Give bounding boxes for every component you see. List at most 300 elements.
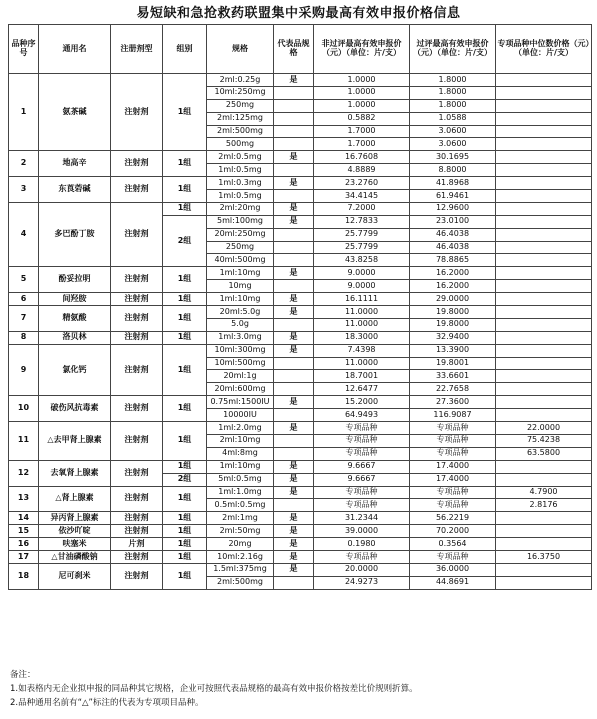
header-no: 品种序号	[9, 25, 39, 74]
header-special-median: 专项品种中位数价格（元）（单位：片/支）	[496, 25, 592, 74]
cell-pass-price: 19.8000	[410, 318, 496, 331]
cell-form: 片剂	[111, 538, 163, 551]
cell-nonpass-price: 0.5882	[314, 112, 410, 125]
cell-special-median	[496, 525, 592, 538]
cell-nonpass-price: 9.6667	[314, 460, 410, 473]
table-row	[9, 344, 592, 357]
cell-special-median	[496, 563, 592, 576]
cell-spec: 20mg	[207, 538, 274, 551]
cell-pass-price: 36.0000	[410, 563, 496, 576]
cell-pass-price: 8.8000	[410, 164, 496, 177]
cell-spec: 1ml:0.5mg	[207, 164, 274, 177]
cell-spec: 10ml:250mg	[207, 86, 274, 99]
cell-name: 精氨酸	[39, 306, 111, 332]
cell-no: 8	[9, 331, 39, 344]
cell-rep: 是	[274, 422, 314, 435]
cell-nonpass-price: 9.0000	[314, 280, 410, 293]
cell-no: 6	[9, 293, 39, 306]
cell-group: 1组	[163, 486, 207, 512]
cell-rep	[274, 99, 314, 112]
cell-spec: 20ml:600mg	[207, 383, 274, 396]
cell-group: 1组	[163, 396, 207, 422]
cell-nonpass-price: 43.8258	[314, 254, 410, 267]
cell-spec: 2ml:50mg	[207, 525, 274, 538]
cell-rep: 是	[274, 473, 314, 486]
cell-nonpass-price: 18.7001	[314, 370, 410, 383]
cell-name: 氨茶碱	[39, 74, 111, 151]
cell-no: 14	[9, 512, 39, 525]
cell-special-median	[496, 409, 592, 422]
cell-spec: 1ml:10mg	[207, 267, 274, 280]
table-row	[9, 422, 592, 435]
cell-pass-price: 1.8000	[410, 86, 496, 99]
cell-spec: 10ml:2.16g	[207, 550, 274, 563]
cell-spec: 20ml:5.0g	[207, 306, 274, 319]
cell-special-median	[496, 151, 592, 164]
cell-spec: 1ml:0.3mg	[207, 177, 274, 190]
cell-special-median	[496, 190, 592, 203]
cell-special-median	[496, 383, 592, 396]
cell-group: 1组	[163, 460, 207, 473]
cell-no: 12	[9, 460, 39, 486]
cell-special-median	[496, 344, 592, 357]
cell-rep: 是	[274, 177, 314, 190]
cell-pass-price: 41.8968	[410, 177, 496, 190]
cell-name: 呋塞米	[39, 538, 111, 551]
cell-rep: 是	[274, 215, 314, 228]
cell-pass-price: 专项品种	[410, 550, 496, 563]
cell-rep	[274, 357, 314, 370]
cell-special-median	[496, 357, 592, 370]
notes	[10, 668, 418, 710]
cell-nonpass-price: 11.0000	[314, 318, 410, 331]
cell-nonpass-price: 9.0000	[314, 267, 410, 280]
cell-nonpass-price: 1.0000	[314, 74, 410, 87]
cell-spec: 1ml:1.0mg	[207, 486, 274, 499]
cell-form: 注射剂	[111, 460, 163, 486]
cell-spec: 10ml:500mg	[207, 357, 274, 370]
cell-no: 1	[9, 74, 39, 151]
cell-special-median	[496, 74, 592, 87]
cell-special-median: 22.0000	[496, 422, 592, 435]
cell-special-median	[496, 215, 592, 228]
cell-group: 1组	[163, 306, 207, 332]
cell-group: 2组	[163, 215, 207, 267]
cell-name: △肾上腺素	[39, 486, 111, 512]
cell-rep: 是	[274, 396, 314, 409]
price-table	[8, 24, 592, 590]
cell-rep	[274, 125, 314, 138]
cell-special-median	[496, 293, 592, 306]
cell-spec: 10mg	[207, 280, 274, 293]
cell-spec: 2ml:10mg	[207, 434, 274, 447]
cell-pass-price: 46.4038	[410, 228, 496, 241]
cell-form: 注射剂	[111, 293, 163, 306]
cell-nonpass-price: 34.4145	[314, 190, 410, 203]
notes-heading: 备注：	[10, 670, 36, 680]
cell-spec: 20ml:1g	[207, 370, 274, 383]
cell-spec: 1ml:3.0mg	[207, 331, 274, 344]
cell-spec: 250mg	[207, 241, 274, 254]
cell-pass-price: 30.1695	[410, 151, 496, 164]
cell-nonpass-price: 15.2000	[314, 396, 410, 409]
cell-rep: 是	[274, 512, 314, 525]
cell-group: 1组	[163, 422, 207, 461]
cell-nonpass-price: 1.7000	[314, 138, 410, 151]
cell-nonpass-price: 25.7799	[314, 228, 410, 241]
cell-pass-price: 23.0100	[410, 215, 496, 228]
cell-pass-price: 专项品种	[410, 434, 496, 447]
cell-no: 13	[9, 486, 39, 512]
cell-special-median	[496, 538, 592, 551]
cell-nonpass-price: 25.7799	[314, 241, 410, 254]
cell-special-median	[496, 125, 592, 138]
cell-spec: 5ml:0.5mg	[207, 473, 274, 486]
table-row	[9, 177, 592, 190]
cell-pass-price: 专项品种	[410, 486, 496, 499]
cell-nonpass-price: 1.0000	[314, 86, 410, 99]
cell-name: 破伤风抗毒素	[39, 396, 111, 422]
table-row	[9, 512, 592, 525]
cell-special-median	[496, 331, 592, 344]
cell-special-median	[496, 228, 592, 241]
cell-nonpass-price: 7.4398	[314, 344, 410, 357]
cell-rep: 是	[274, 151, 314, 164]
cell-pass-price: 1.8000	[410, 99, 496, 112]
cell-no: 7	[9, 306, 39, 332]
cell-rep	[274, 434, 314, 447]
cell-special-median	[496, 473, 592, 486]
cell-pass-price: 17.4000	[410, 473, 496, 486]
cell-pass-price: 16.2000	[410, 267, 496, 280]
cell-pass-price: 专项品种	[410, 499, 496, 512]
cell-rep	[274, 86, 314, 99]
cell-pass-price: 27.3600	[410, 396, 496, 409]
cell-spec: 250mg	[207, 99, 274, 112]
cell-rep	[274, 499, 314, 512]
cell-group: 2组	[163, 473, 207, 486]
cell-no: 11	[9, 422, 39, 461]
cell-spec: 2ml:500mg	[207, 576, 274, 589]
cell-group: 1组	[163, 538, 207, 551]
cell-form: 注射剂	[111, 525, 163, 538]
cell-spec: 4ml:8mg	[207, 447, 274, 460]
table-row	[9, 486, 592, 499]
cell-pass-price: 61.9461	[410, 190, 496, 203]
cell-group: 1组	[163, 74, 207, 151]
cell-nonpass-price: 专项品种	[314, 499, 410, 512]
cell-name: 异丙肾上腺素	[39, 512, 111, 525]
cell-rep: 是	[274, 550, 314, 563]
cell-spec: 1ml:0.5mg	[207, 190, 274, 203]
cell-name: 间羟胺	[39, 293, 111, 306]
page-title: 易短缺和急抢救药联盟集中采购最高有效申报价格信息	[136, 6, 461, 21]
header-group: 组别	[163, 25, 207, 74]
cell-rep	[274, 254, 314, 267]
cell-name: 氯化钙	[39, 344, 111, 396]
cell-pass-price: 22.7658	[410, 383, 496, 396]
cell-pass-price: 56.2219	[410, 512, 496, 525]
header-spec: 规格	[207, 25, 274, 74]
cell-no: 10	[9, 396, 39, 422]
table-row	[9, 74, 592, 87]
cell-spec: 2ml:500mg	[207, 125, 274, 138]
cell-special-median	[496, 138, 592, 151]
cell-no: 5	[9, 267, 39, 293]
cell-special-median: 63.5800	[496, 447, 592, 460]
cell-spec: 2ml:125mg	[207, 112, 274, 125]
cell-pass-price: 19.8000	[410, 306, 496, 319]
cell-rep: 是	[274, 293, 314, 306]
cell-name: △甘油磷酸钠	[39, 550, 111, 563]
cell-nonpass-price: 64.9493	[314, 409, 410, 422]
cell-nonpass-price: 9.6667	[314, 473, 410, 486]
cell-pass-price: 1.0588	[410, 112, 496, 125]
cell-rep: 是	[274, 538, 314, 551]
cell-pass-price: 32.9400	[410, 331, 496, 344]
table-row	[9, 460, 592, 473]
cell-spec: 2ml:20mg	[207, 202, 274, 215]
cell-no: 16	[9, 538, 39, 551]
cell-rep: 是	[274, 202, 314, 215]
cell-nonpass-price: 39.0000	[314, 525, 410, 538]
cell-form: 注射剂	[111, 422, 163, 461]
cell-name: 洛贝林	[39, 331, 111, 344]
cell-form: 注射剂	[111, 267, 163, 293]
cell-form: 注射剂	[111, 563, 163, 589]
cell-pass-price: 19.8001	[410, 357, 496, 370]
cell-nonpass-price: 专项品种	[314, 550, 410, 563]
header-pass-price: 过评最高有效申报价（元）（单位：片/支）	[410, 25, 496, 74]
cell-rep	[274, 280, 314, 293]
cell-form: 注射剂	[111, 74, 163, 151]
header-rep: 代表品规格	[274, 25, 314, 74]
cell-spec: 10000IU	[207, 409, 274, 422]
table-row	[9, 563, 592, 576]
cell-rep	[274, 447, 314, 460]
cell-rep	[274, 576, 314, 589]
cell-group: 1组	[163, 177, 207, 203]
cell-special-median	[496, 318, 592, 331]
note-1: 1.如表格内无企业拟申报的同品种其它规格，企业可按照代表品规格的最高有效申报价格按差比价规则折算。	[10, 684, 418, 694]
cell-spec: 40ml:500mg	[207, 254, 274, 267]
cell-pass-price: 33.6601	[410, 370, 496, 383]
cell-spec: 500mg	[207, 138, 274, 151]
cell-no: 4	[9, 202, 39, 266]
cell-name: 尼可刹米	[39, 563, 111, 589]
cell-special-median: 4.7900	[496, 486, 592, 499]
cell-name: △去甲肾上腺素	[39, 422, 111, 461]
cell-special-median	[496, 460, 592, 473]
table-row	[9, 331, 592, 344]
cell-form: 注射剂	[111, 202, 163, 266]
cell-nonpass-price: 16.7608	[314, 151, 410, 164]
cell-pass-price: 专项品种	[410, 422, 496, 435]
cell-pass-price: 17.4000	[410, 460, 496, 473]
cell-nonpass-price: 11.0000	[314, 357, 410, 370]
cell-rep: 是	[274, 344, 314, 357]
cell-spec: 1ml:10mg	[207, 460, 274, 473]
cell-special-median	[496, 370, 592, 383]
cell-special-median	[496, 241, 592, 254]
cell-form: 注射剂	[111, 344, 163, 396]
cell-name: 地高辛	[39, 151, 111, 177]
cell-rep: 是	[274, 306, 314, 319]
header-form: 注册剂型	[111, 25, 163, 74]
cell-nonpass-price: 24.9273	[314, 576, 410, 589]
cell-special-median	[496, 267, 592, 280]
cell-nonpass-price: 23.2760	[314, 177, 410, 190]
cell-special-median	[496, 164, 592, 177]
table-row	[9, 293, 592, 306]
cell-special-median	[496, 576, 592, 589]
cell-spec: 2ml:1mg	[207, 512, 274, 525]
header-name: 通用名	[39, 25, 111, 74]
cell-nonpass-price: 31.2344	[314, 512, 410, 525]
cell-spec: 2ml:0.25g	[207, 74, 274, 87]
cell-no: 18	[9, 563, 39, 589]
cell-special-median	[496, 112, 592, 125]
table-row	[9, 550, 592, 563]
cell-rep	[274, 318, 314, 331]
cell-group: 1组	[163, 550, 207, 563]
note-2: 2.品种通用名前有“△”标注的代表为专项项目品种。	[10, 698, 204, 708]
cell-nonpass-price: 7.2000	[314, 202, 410, 215]
cell-special-median	[496, 512, 592, 525]
cell-spec: 2ml:0.5mg	[207, 151, 274, 164]
cell-rep: 是	[274, 331, 314, 344]
cell-nonpass-price: 专项品种	[314, 422, 410, 435]
cell-special-median	[496, 177, 592, 190]
cell-pass-price: 70.2000	[410, 525, 496, 538]
cell-pass-price: 16.2000	[410, 280, 496, 293]
cell-pass-price: 3.0600	[410, 138, 496, 151]
cell-form: 注射剂	[111, 331, 163, 344]
cell-special-median	[496, 202, 592, 215]
cell-pass-price: 13.3900	[410, 344, 496, 357]
cell-special-median	[496, 99, 592, 112]
cell-form: 注射剂	[111, 550, 163, 563]
cell-special-median	[496, 86, 592, 99]
cell-rep: 是	[274, 460, 314, 473]
cell-pass-price: 44.8691	[410, 576, 496, 589]
cell-rep: 是	[274, 74, 314, 87]
cell-name: 酚妥拉明	[39, 267, 111, 293]
cell-spec: 20ml:250mg	[207, 228, 274, 241]
cell-spec: 1ml:2.0mg	[207, 422, 274, 435]
cell-special-median: 75.4238	[496, 434, 592, 447]
cell-group: 1组	[163, 267, 207, 293]
cell-rep: 是	[274, 267, 314, 280]
cell-group: 1组	[163, 202, 207, 215]
cell-spec: 0.5ml:0.5mg	[207, 499, 274, 512]
cell-nonpass-price: 12.7833	[314, 215, 410, 228]
cell-nonpass-price: 1.0000	[314, 99, 410, 112]
table-row	[9, 151, 592, 164]
cell-no: 9	[9, 344, 39, 396]
cell-spec: 1.5ml:375mg	[207, 563, 274, 576]
cell-nonpass-price: 专项品种	[314, 434, 410, 447]
cell-rep	[274, 409, 314, 422]
cell-special-median	[496, 280, 592, 293]
cell-form: 注射剂	[111, 177, 163, 203]
cell-pass-price: 1.8000	[410, 74, 496, 87]
cell-form: 注射剂	[111, 512, 163, 525]
cell-no: 15	[9, 525, 39, 538]
cell-nonpass-price: 0.1980	[314, 538, 410, 551]
cell-form: 注射剂	[111, 306, 163, 332]
cell-name: 多巴酚丁胺	[39, 202, 111, 266]
table-row	[9, 396, 592, 409]
cell-nonpass-price: 12.6477	[314, 383, 410, 396]
cell-pass-price: 78.8865	[410, 254, 496, 267]
cell-spec: 1ml:10mg	[207, 293, 274, 306]
cell-form: 注射剂	[111, 486, 163, 512]
cell-spec: 10ml:300mg	[207, 344, 274, 357]
cell-form: 注射剂	[111, 151, 163, 177]
cell-group: 1组	[163, 525, 207, 538]
cell-no: 17	[9, 550, 39, 563]
cell-pass-price: 116.9087	[410, 409, 496, 422]
cell-nonpass-price: 1.7000	[314, 125, 410, 138]
table-row	[9, 525, 592, 538]
cell-rep	[274, 164, 314, 177]
header-nonpass-price: 非过评最高有效申报价（元）（单位：片/支）	[314, 25, 410, 74]
cell-group: 1组	[163, 344, 207, 396]
cell-rep: 是	[274, 563, 314, 576]
cell-rep	[274, 112, 314, 125]
cell-special-median	[496, 396, 592, 409]
cell-spec: 5ml:100mg	[207, 215, 274, 228]
cell-group: 1组	[163, 512, 207, 525]
cell-rep	[274, 190, 314, 203]
cell-group: 1组	[163, 151, 207, 177]
cell-special-median	[496, 306, 592, 319]
cell-no: 2	[9, 151, 39, 177]
cell-nonpass-price: 4.8889	[314, 164, 410, 177]
table-header-row	[9, 25, 592, 74]
cell-nonpass-price: 专项品种	[314, 447, 410, 460]
cell-name: 依沙吖啶	[39, 525, 111, 538]
cell-spec: 5.0g	[207, 318, 274, 331]
cell-rep	[274, 370, 314, 383]
cell-special-median	[496, 254, 592, 267]
cell-rep: 是	[274, 486, 314, 499]
cell-pass-price: 专项品种	[410, 447, 496, 460]
cell-nonpass-price: 16.1111	[314, 293, 410, 306]
cell-pass-price: 0.3564	[410, 538, 496, 551]
cell-rep	[274, 138, 314, 151]
cell-nonpass-price: 专项品种	[314, 486, 410, 499]
cell-pass-price: 3.0600	[410, 125, 496, 138]
cell-pass-price: 12.9600	[410, 202, 496, 215]
cell-group: 1组	[163, 563, 207, 589]
cell-rep: 是	[274, 525, 314, 538]
cell-rep	[274, 383, 314, 396]
cell-name: 东莨菪碱	[39, 177, 111, 203]
cell-spec: 0.75ml:1500IU	[207, 396, 274, 409]
cell-rep	[274, 228, 314, 241]
table-row	[9, 538, 592, 551]
cell-special-median: 16.3750	[496, 550, 592, 563]
cell-special-median: 2.8176	[496, 499, 592, 512]
cell-pass-price: 29.0000	[410, 293, 496, 306]
cell-nonpass-price: 20.0000	[314, 563, 410, 576]
table-row	[9, 202, 592, 215]
cell-name: 去氧肾上腺素	[39, 460, 111, 486]
cell-group: 1组	[163, 293, 207, 306]
cell-form: 注射剂	[111, 396, 163, 422]
